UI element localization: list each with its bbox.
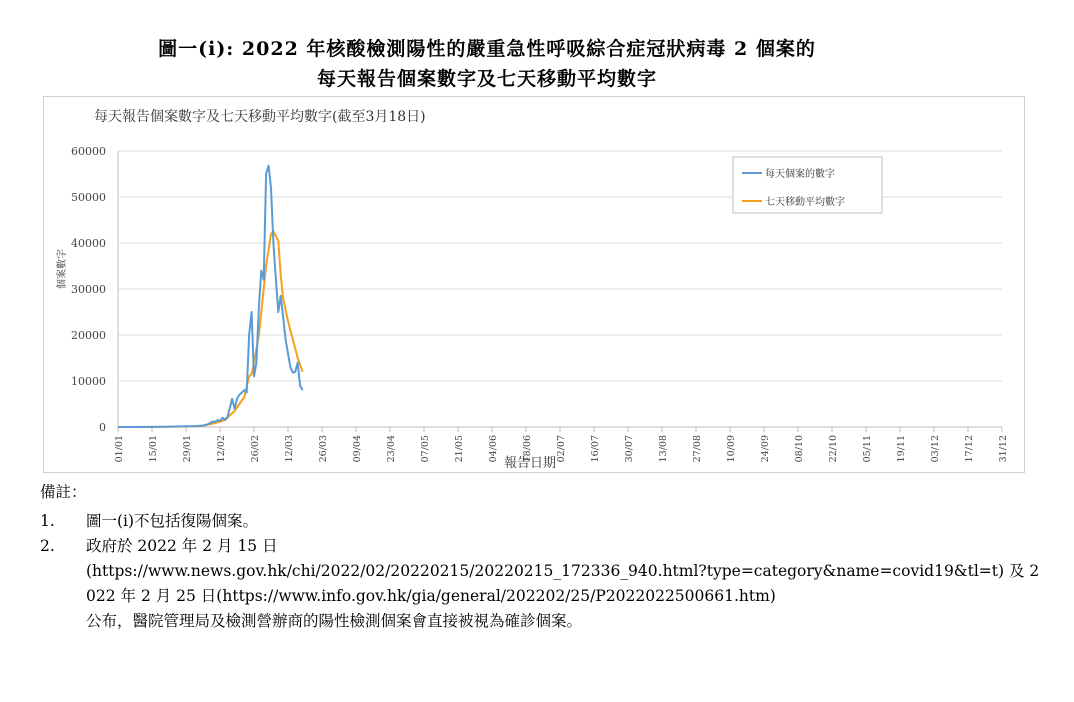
x-tick-label: 29/01 — [182, 435, 193, 463]
y-tick-label: 0 — [99, 421, 106, 434]
note-text: 圖一(i)不包括復陽個案。 — [86, 512, 259, 530]
chart-title: 每天報告個案數字及七天移動平均數字(截至3月18日) — [94, 109, 426, 125]
y-tick-label: 10000 — [71, 375, 106, 388]
x-tick-label: 22/10 — [828, 435, 839, 463]
x-tick-label: 16/07 — [590, 435, 601, 463]
y-tick-label: 40000 — [71, 237, 106, 250]
note-link-text: (https://www.news.gov.hk/chi/2022/02/20220215/20220215_172336_940.html?type=category&name=covid19&tl=t) 及 2022 年 2 月 25 日(https://www.info.gov.hk/gia/general/202202/25/P2022022500661.htm) — [86, 562, 1040, 605]
x-tick-label: 26/02 — [250, 435, 261, 463]
x-tick-label: 30/07 — [624, 435, 635, 463]
series-line-daily-cases — [118, 166, 303, 427]
line-chart — [44, 97, 1024, 472]
y-tick-label: 20000 — [71, 329, 106, 342]
x-tick-label: 05/11 — [862, 435, 873, 463]
x-axis-title: 報告日期 — [503, 456, 557, 471]
x-tick-label: 21/05 — [454, 435, 465, 463]
x-tick-label: 19/11 — [896, 435, 907, 463]
x-tick-label: 02/07 — [556, 435, 567, 463]
x-tick-label: 10/09 — [726, 435, 737, 463]
note-item-2 — [40, 534, 1040, 634]
chart-container — [43, 96, 1025, 473]
note-item-1 — [40, 509, 1040, 534]
note-text: 政府於 2022 年 2 月 15 日 — [86, 537, 278, 555]
legend-label: 每天個案的數字 — [765, 169, 835, 180]
y-tick-label: 60000 — [71, 145, 106, 158]
figure-title-line1: 圖一(i): 2022 年核酸檢測陽性的嚴重急性呼吸綜合症冠狀病毒 2 個案的 — [158, 38, 816, 60]
note-number: 1. — [40, 512, 55, 530]
x-tick-label: 27/08 — [692, 435, 703, 463]
notes-section — [40, 480, 1040, 634]
figure-title-line2: 每天報告個案數字及七天移動平均數字 — [316, 68, 657, 90]
x-tick-label: 17/12 — [964, 435, 975, 463]
x-tick-label: 03/12 — [930, 435, 941, 463]
note-number: 2. — [40, 537, 55, 555]
x-tick-label: 01/01 — [114, 435, 125, 463]
x-tick-label: 09/04 — [352, 435, 363, 463]
y-axis-title: 個案數字 — [57, 249, 68, 289]
x-tick-label: 12/03 — [284, 435, 295, 463]
x-tick-label: 13/08 — [658, 435, 669, 463]
x-tick-label: 15/01 — [148, 435, 159, 463]
x-tick-label: 26/03 — [318, 435, 329, 463]
legend-label: 七天移動平均數字 — [765, 197, 845, 208]
x-tick-label: 24/09 — [760, 435, 771, 463]
x-tick-label: 08/10 — [794, 435, 805, 463]
notes-heading: 備註： — [40, 483, 87, 501]
x-tick-label: 18/06 — [522, 435, 533, 463]
x-tick-label: 23/04 — [386, 435, 397, 463]
y-tick-label: 50000 — [71, 191, 106, 204]
x-tick-label: 07/05 — [420, 435, 431, 463]
x-tick-label: 31/12 — [998, 435, 1009, 463]
y-tick-label: 30000 — [71, 283, 106, 296]
x-tick-label: 04/06 — [488, 435, 499, 463]
note-text: 公布，醫院管理局及檢測營辦商的陽性檢測個案會直接被視為確診個案。 — [86, 612, 583, 630]
x-tick-label: 12/02 — [216, 435, 227, 463]
